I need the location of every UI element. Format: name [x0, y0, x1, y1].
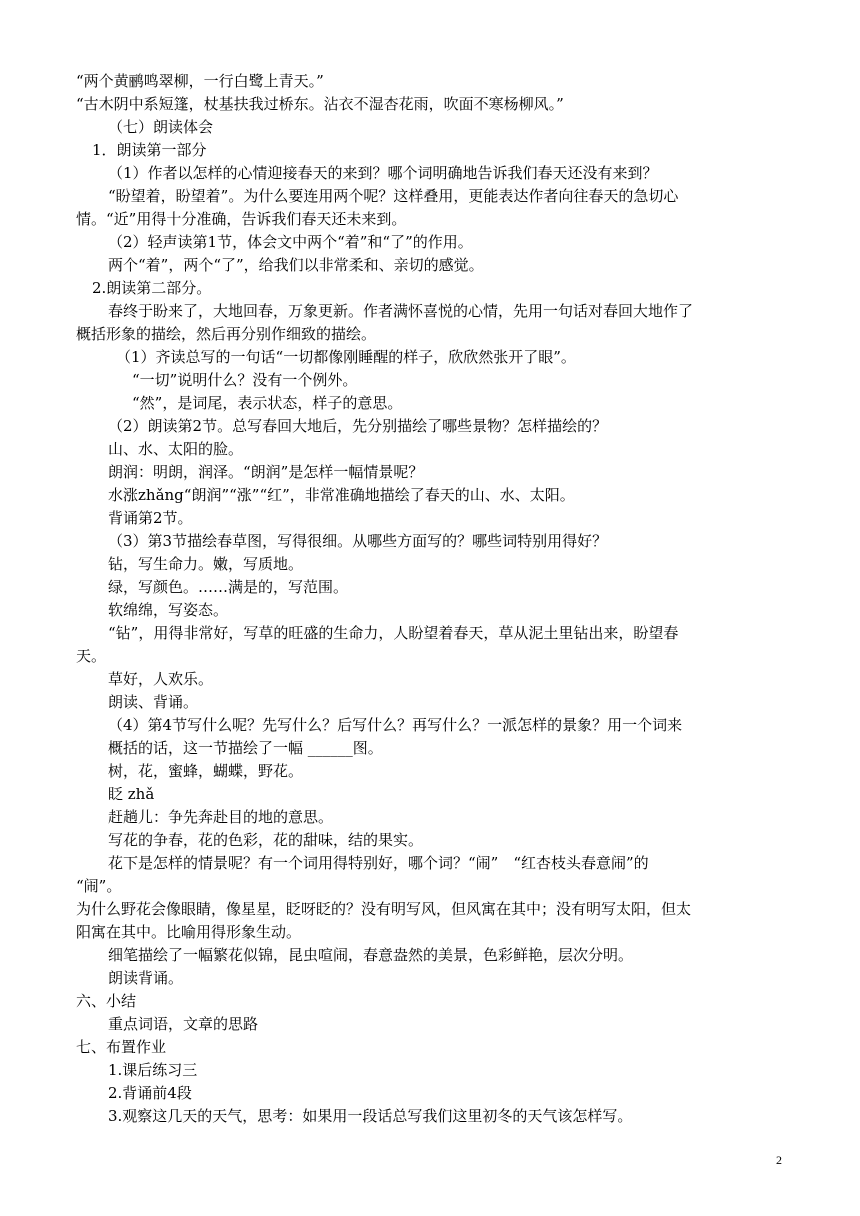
text-line: “古木阴中系短篷，杖基扶我过桥东。沾衣不湿杏花雨，吹面不寒杨柳风。”: [76, 95, 564, 113]
text-line: “钻”，用得非常好，写草的旺盛的生命力，人盼望着春天，草从泥土里钻出来，盼望春: [108, 624, 679, 642]
text-line: 软绵绵，写姿态。: [108, 601, 229, 619]
text-line: 花下是怎样的情景呢？有一个词用得特别好，哪个词？“闹” “红杏枝头春意闹”的: [108, 854, 649, 872]
text-line: 朗润：明朗，润泽。“朗润”是怎样一幅情景呢？: [108, 463, 424, 481]
text-line: （2）轻声读第1节，体会文中两个“着”和“了”的作用。: [108, 233, 473, 251]
text-line: （2）朗读第2节。总写春回大地后，先分别描绘了哪些景物？怎样描绘的？: [108, 417, 608, 435]
text-line: 眨 zhǎ: [108, 785, 155, 803]
text-line: （1）作者以怎样的心情迎接春天的来到？哪个词明确地告诉我们春天还没有来到？: [108, 164, 658, 182]
text-line: （3）第3节描绘春草图，写得很细。从哪些方面写的？哪些词特别用得好？: [108, 532, 608, 550]
text-line: 1．朗读第一部分: [92, 141, 207, 159]
text-line: “闹”。: [76, 877, 122, 895]
text-line: （七）朗读体会: [108, 118, 214, 136]
text-line: 草好，人欢乐。: [108, 670, 214, 688]
text-line: 山、水、太阳的脸。: [108, 440, 244, 458]
text-line: 背诵第2节。: [108, 509, 193, 527]
page-number: 2: [776, 1153, 782, 1167]
text-line: 2.背诵前4段: [108, 1084, 192, 1102]
text-line: 水涨zhǎng“朗润”“涨”“红”，非常准确地描绘了春天的山、水、太阳。: [108, 486, 575, 504]
text-line: 朗读、背诵。: [108, 693, 199, 711]
text-line: 春终于盼来了，大地回春，万象更新。作者满怀喜悦的心情，先用一句话对春回大地作了: [108, 302, 694, 320]
text-line: 七、布置作业: [76, 1038, 167, 1056]
text-line: 情。“近”用得十分准确，告诉我们春天还未来到。: [76, 210, 407, 228]
text-line: 细笔描绘了一幅繁花似锦，昆虫喧闹，春意盎然的美景，色彩鲜艳，层次分明。: [108, 946, 634, 964]
text-line: 2.朗读第二部分。: [92, 279, 212, 297]
text-line: 六、小结: [76, 992, 137, 1010]
text-line: 天。: [76, 647, 107, 665]
text-line: 3.观察这几天的天气，思考：如果用一段话总写我们这里初冬的天气该怎样写。: [108, 1107, 633, 1125]
text-line: 树，花，蜜蜂，蝴蝶，野花。: [108, 762, 304, 780]
text-line: 赶趟儿：争先奔赴目的地的意思。: [108, 808, 334, 826]
text-line: 朗读背诵。: [108, 969, 184, 987]
text-line: （4）第4节写什么呢？先写什么？后写什么？再写什么？一派怎样的景象？用一个词来: [108, 716, 683, 734]
text-line: 重点词语，文章的思路: [108, 1015, 259, 1033]
text-line: 阳寓在其中。比喻用得形象生动。: [76, 923, 302, 941]
text-line: 概括形象的描绘，然后再分别作细致的描绘。: [76, 325, 377, 343]
text-line: “两个黄鹂鸣翠柳，一行白鹭上青天。”: [76, 72, 324, 90]
text-line: “一切”说明什么？没有一个例外。: [132, 371, 358, 389]
text-line: “然”，是词尾，表示状态，样子的意思。: [132, 394, 403, 412]
text-line: 概括的话，这一节描绘了一幅 ______图。: [108, 739, 383, 757]
text-line: “盼望着，盼望着”。为什么要连用两个呢？这样叠用，更能表达作者向往春天的急切心: [108, 187, 679, 205]
text-line: 两个“着”，两个“了”，给我们以非常柔和、亲切的感觉。: [108, 256, 484, 274]
text-line: 钻，写生命力。嫩，写质地。: [108, 555, 304, 573]
text-line: 绿，写颜色。……满是的，写范围。: [108, 578, 349, 596]
text-line: 为什么野花会像眼睛，像星星，眨呀眨的？没有明写风，但风寓在其中；没有明写太阳，但太: [76, 900, 692, 918]
text-line: 写花的争春，花的色彩，花的甜味，结的果实。: [108, 831, 424, 849]
text-line: （1）齐读总写的一句话“一切都像刚睡醒的样子，欣欣然张开了眼”。: [116, 348, 576, 366]
text-line: 1.课后练习三: [108, 1061, 198, 1079]
